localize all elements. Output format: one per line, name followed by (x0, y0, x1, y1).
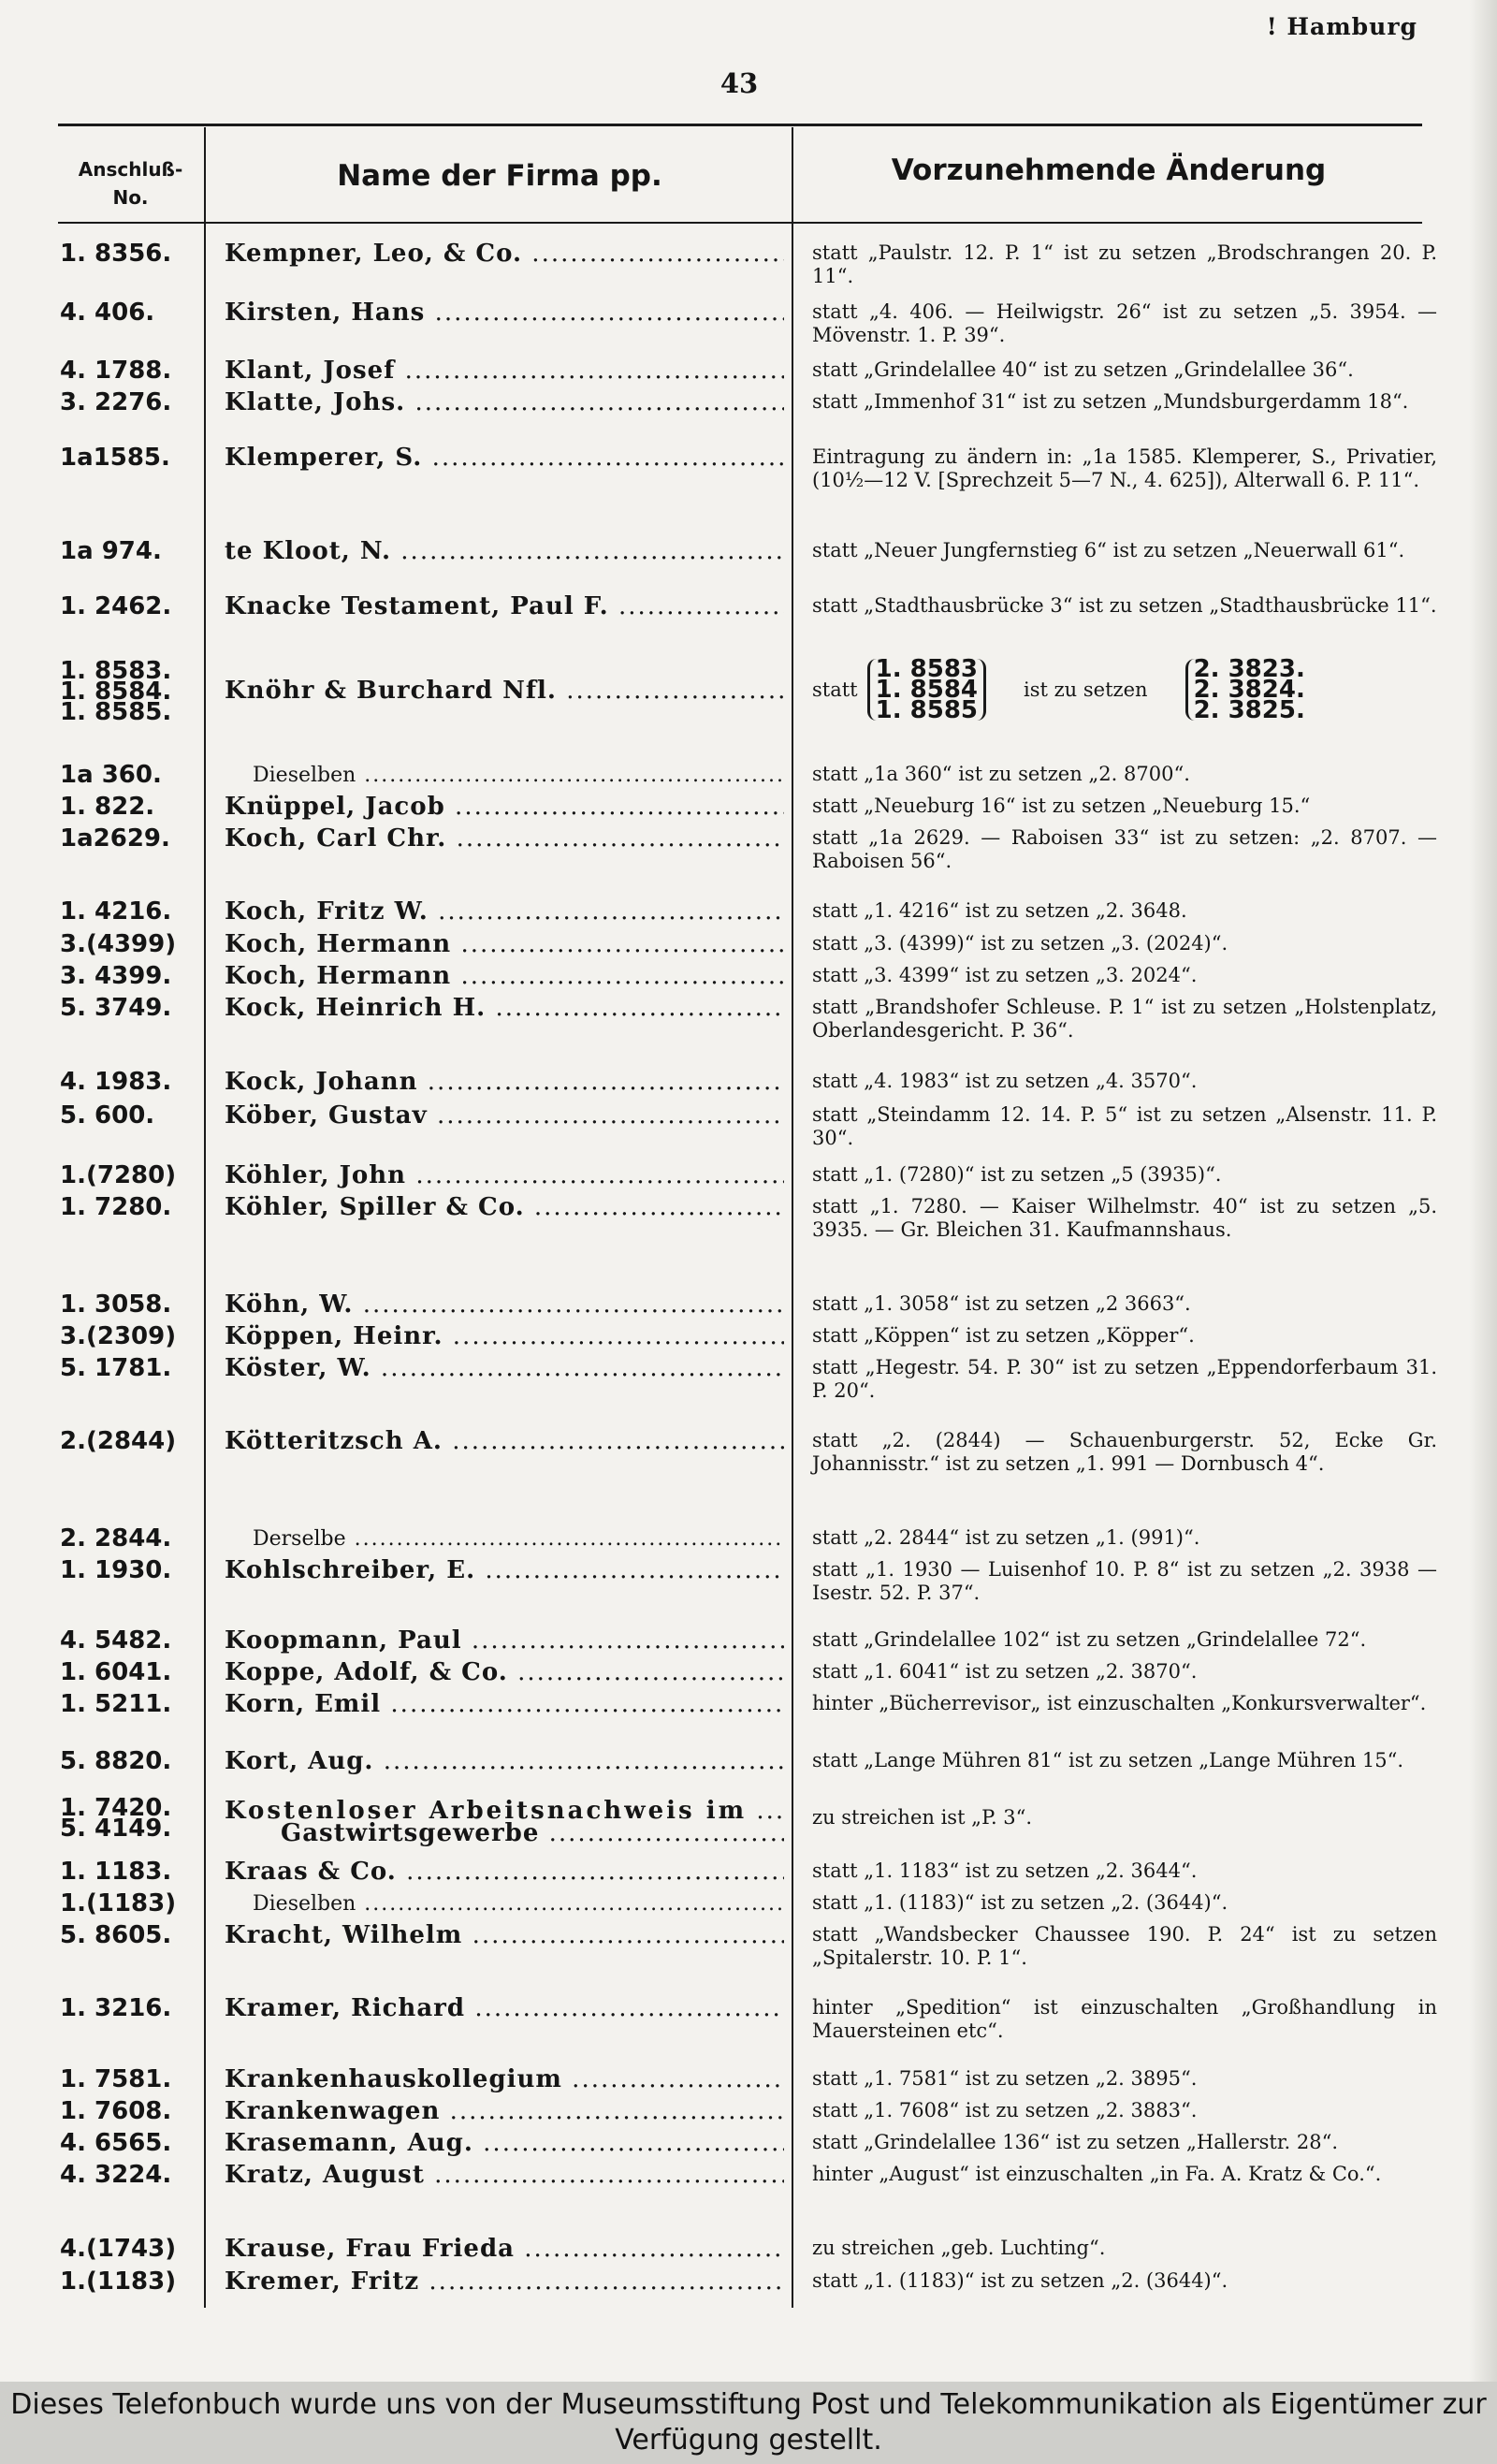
change-connector: ist zu setzen (1024, 678, 1148, 701)
firm-name: Derselbe ..... (253, 1524, 784, 1554)
subscriber-number: 1.(1183) (60, 2267, 177, 2296)
change-text: statt „Neueburg 16“ ist zu setzen „Neueburg 15.“ (812, 795, 1311, 817)
firm-name: Korn, Emil ..... (225, 1689, 784, 1720)
column-divider-2 (792, 127, 793, 2308)
subscriber-number: 5. 1781. (60, 1354, 172, 1382)
page-edge-shadow (1469, 0, 1497, 2382)
subscriber-number: 1. 4216. (60, 897, 172, 926)
firm-name: Kramer, Richard ..... (225, 1993, 784, 2024)
firm-name: Koch, Carl Chr. ..... (225, 824, 784, 854)
firm-name: Kostenloser Arbeitsnachweis im ..... (225, 1796, 784, 1827)
firm-name: Kraas & Co. ..... (225, 1857, 784, 1888)
change-text: statt „3. (4399)“ ist zu setzen „3. (2024)“. (812, 932, 1228, 955)
subscriber-number: 3.(2309) (60, 1322, 177, 1350)
change-text: statt „Hegestr. 54. P. 30“ ist zu setzen „Eppendorferbaum 31. P. 20“. (812, 1356, 1437, 1402)
firm-name: Köber, Gustav ..... (225, 1101, 784, 1131)
firm-name: Kirsten, Hans ..... (225, 298, 784, 328)
subscriber-number: 1. 7280. (60, 1193, 172, 1221)
subscriber-number: 1. 1183. (60, 1858, 172, 1886)
change-text: statt „1. 4216“ ist zu setzen „2. 3648. (812, 899, 1187, 922)
subscriber-number: 4. 1788. (60, 357, 172, 385)
change-text: statt „Immenhof 31“ ist zu setzen „Mundsburgerdamm 18“. (812, 390, 1409, 413)
subscriber-number: 1. 6041. (60, 1658, 172, 1686)
firm-name: Klemperer, S. ..... (225, 443, 784, 474)
firm-name: te Kloot, N. ..... (225, 536, 784, 567)
firm-name: Krause, Frau Frieda ..... (225, 2234, 784, 2265)
change-text: hinter „August“ ist einzuschalten „in Fa. A. Kratz & Co.“. (812, 2163, 1382, 2185)
firm-name: Köster, W. ..... (225, 1353, 784, 1384)
page-number: 43 (719, 67, 759, 99)
subscriber-number: 1a 360. (60, 761, 162, 789)
firm-name: Dieselben ..... (253, 1888, 784, 1919)
change-text: statt „Grindelallee 102“ ist zu setzen „Grindelallee 72“. (812, 1628, 1367, 1651)
change-text: statt „1a 360“ ist zu setzen „2. 8700“. (812, 763, 1190, 785)
subscriber-number: 1.(1183) (60, 1889, 177, 1917)
change-text: Eintragung zu ändern in: „1a 1585. Klemperer, S., Privatier, (10½—12 V. [Sprechzeit 5—7 N., 4. 625]), Alterwall 6. P. 11“. (812, 445, 1437, 491)
firm-name: Kracht, Wilhelm ..... (225, 1920, 784, 1951)
change-text: statt „1. 6041“ ist zu setzen „2. 3870“. (812, 1660, 1198, 1683)
firm-name: Kock, Heinrich H. ..... (225, 993, 784, 1024)
table-top-rule (58, 124, 1422, 126)
firm-name: Köppen, Heinr. ..... (225, 1321, 784, 1352)
change-text: statt „4. 1983“ ist zu setzen „4. 3570“. (812, 1070, 1198, 1092)
subscriber-number: 4. 5482. (60, 1626, 172, 1655)
subscriber-number: 1. 822. (60, 793, 155, 821)
subscriber-number: 1. 7608. (60, 2097, 172, 2125)
firm-name-continued: Gastwirtsgewerbe ..... (281, 1818, 784, 1849)
firm-name: Kempner, Leo, & Co. ..... (225, 239, 784, 270)
column-header-number (58, 155, 203, 211)
firm-name: Krasemann, Aug. ..... (225, 2128, 784, 2159)
change-text: statt „Lange Mühren 81“ ist zu setzen „Lange Mühren 15“. (812, 1749, 1404, 1771)
column-header-change: Vorzunehmende Änderung (891, 153, 1327, 187)
change-text: statt „1. (1183)“ ist zu setzen „2. (3644)“. (812, 2269, 1228, 2292)
change-text: statt „Grindelallee 136“ ist zu setzen „Hallerstr. 28“. (812, 2131, 1339, 2153)
subscriber-number: 1. 2462. (60, 592, 172, 620)
subscriber-number: 4. 6565. (60, 2129, 172, 2157)
subscriber-number: 5. 3749. (60, 994, 172, 1022)
old-numbers: 1. 8583 1. 8584 1. 8585 (867, 659, 986, 721)
column-divider-1 (204, 127, 206, 2308)
subscriber-number: 2. 2844. (60, 1524, 172, 1553)
change-prefix: statt (812, 678, 858, 701)
firm-name: Knüppel, Jacob ..... (225, 792, 784, 823)
subscriber-number: 5. 600. (60, 1101, 155, 1130)
firm-name: Knacke Testament, Paul F. ..... (225, 591, 784, 622)
subscriber-number: 1. 5211. (60, 1690, 172, 1718)
change-text: statt „Brandshofer Schleuse. P. 1“ ist zu setzen „Holstenplatz, Oberlandesgericht. P. 36“. (812, 996, 1437, 1042)
change-text: statt „1. (1183)“ ist zu setzen „2. (3644)“. (812, 1891, 1228, 1914)
firm-name: Köhler, John ..... (225, 1160, 784, 1191)
change-text: statt „2. 2844“ ist zu setzen „1. (991)“. (812, 1526, 1200, 1549)
firm-name: Koch, Hermann ..... (225, 961, 784, 992)
change-text: statt „Stadthausbrücke 3“ ist zu setzen „Stadthausbrücke 11“. (812, 594, 1437, 617)
change-text: hinter „Spedition“ ist einzuschalten „Großhandlung in Mauersteinen etc“. (812, 1996, 1437, 2042)
change-text: statt „1. 3058“ ist zu setzen „2 3663“. (812, 1292, 1191, 1315)
change-text: statt „1. (7280)“ ist zu setzen „5 (3935)“. (812, 1163, 1222, 1186)
change-text: statt „Paulstr. 12. P. 1“ ist zu setzen „Brodschrangen 20. P. 11“. (812, 241, 1437, 287)
change-text: statt „Steindamm 12. 14. P. 5“ ist zu setzen „Alsenstr. 11. P. 30“. (812, 1103, 1437, 1149)
firm-name: Dieselben ..... (253, 760, 784, 791)
subscriber-number: 4.(1743) (60, 2235, 177, 2263)
subscriber-number: 1. 7581. (60, 2065, 172, 2093)
column-header-number-label: Anschluß- No. (78, 158, 183, 209)
subscriber-number: 1. 1930. (60, 1556, 172, 1584)
subscriber-number: 4. 406. (60, 299, 155, 327)
firm-name: Kort, Aug. ..... (225, 1746, 784, 1777)
subscriber-number: 1a2629. (60, 824, 170, 853)
subscriber-number: 3. 4399. (60, 962, 172, 990)
subscriber-number: 5. 8605. (60, 1921, 172, 1949)
firm-name: Koch, Fritz W. ..... (225, 897, 784, 927)
subscriber-number: 3.(4399) (60, 930, 177, 958)
firm-name: Klatte, Johs. ..... (225, 387, 784, 418)
change-text: statt „1. 1183“ ist zu setzen „2. 3644“. (812, 1859, 1198, 1882)
region-label: ! Hamburg (1266, 13, 1417, 40)
firm-name: Kremer, Fritz ..... (225, 2267, 784, 2297)
change-text: statt „3. 4399“ ist zu setzen „3. 2024“. (812, 964, 1198, 986)
change-text: statt „1. 1930 — Luisenhof 10. P. 8“ ist zu setzen „2. 3938 — Isestr. 52. P. 37“. (812, 1558, 1437, 1604)
table-header-rule (58, 222, 1422, 224)
change-text: statt „4. 406. — Heilwigstr. 26“ ist zu setzen „5. 3954. — Mövenstr. 1. P. 39“. (812, 300, 1437, 346)
firm-name: Koch, Hermann ..... (225, 929, 784, 960)
change-text: statt „1. 7608“ ist zu setzen „2. 3883“. (812, 2099, 1198, 2121)
firm-name: Köhler, Spiller & Co. ..... (225, 1192, 784, 1223)
footer-notice: Dieses Telefonbuch wurde uns von der Museumsstiftung Post und Telekommunikation als Eigentümer zur Verfügung gestellt. (0, 2382, 1497, 2464)
subscriber-number: 1.(7280) (60, 1161, 177, 1189)
subscriber-number: 1a1585. (60, 444, 170, 472)
subscriber-number: 1. 3058. (60, 1290, 172, 1319)
new-numbers: 2. 3823. 2. 3824. 2. 3825. (1185, 659, 1311, 721)
change-text: statt „1a 2629. — Raboisen 33“ ist zu setzen: „2. 8707. — Raboisen 56“. (812, 826, 1437, 872)
firm-name: Klant, Josef ..... (225, 356, 784, 386)
change-text: statt „2. (2844) — Schauenburgerstr. 52, Ecke Gr. Johannisstr.“ ist zu setzen „1. 991 — Dornbusch 4“. (812, 1429, 1437, 1475)
subscriber-number: 4. 3224. (60, 2161, 172, 2189)
subscriber-number: 5. 8820. (60, 1747, 172, 1775)
change-text: statt „1. 7280. — Kaiser Wilhelmstr. 40“ ist zu setzen „5. 3935. — Gr. Bleichen 31. Kaufmannshaus. (812, 1195, 1437, 1241)
subscriber-number: 1a 974. (60, 537, 162, 565)
firm-name: Köhn, W. ..... (225, 1290, 784, 1320)
firm-name: Kohlschreiber, E. ..... (225, 1555, 784, 1586)
firm-name: Kock, Johann ..... (225, 1067, 784, 1098)
subscriber-number: 1. 7420. 5. 4149. (60, 1794, 172, 1843)
change-text: statt „1. 7581“ ist zu setzen „2. 3895“. (812, 2067, 1198, 2090)
column-header-name: Name der Firma pp. (337, 159, 662, 193)
firm-name: Kratz, August ..... (225, 2160, 784, 2191)
subscriber-number: 2.(2844) (60, 1427, 177, 1455)
firm-name: Krankenhauskollegium ..... (225, 2064, 784, 2095)
firm-name: Koppe, Adolf, & Co. ..... (225, 1657, 784, 1688)
change-text: hinter „Bücherrevisor„ ist einzuschalten „Konkursverwalter“. (812, 1692, 1427, 1714)
change-text: statt „Neuer Jungfernstieg 6“ ist zu setzen „Neuerwall 61“. (812, 539, 1405, 561)
firm-name: Krankenwagen ..... (225, 2096, 784, 2127)
firm-name: Koopmann, Paul ..... (225, 1626, 784, 1656)
subscriber-number: 3. 2276. (60, 388, 172, 416)
subscriber-number: 1. 8583. 1. 8584. 1. 8585. (60, 657, 172, 726)
firm-name: Knöhr & Burchard Nfl. ..... (225, 676, 784, 707)
change-text: statt „Wandsbecker Chaussee 190. P. 24“ ist zu setzen „Spitalerstr. 10. P. 1“. (812, 1923, 1437, 1969)
subscriber-number: 1. 3216. (60, 1994, 172, 2022)
subscriber-number: 1. 8356. (60, 240, 172, 268)
change-text: statt „Grindelallee 40“ ist zu setzen „Grindelallee 36“. (812, 358, 1354, 381)
change-text: zu streichen ist „P. 3“. (812, 1806, 1033, 1829)
change-text (812, 655, 1437, 724)
firm-name: Kötteritzsch A. ..... (225, 1426, 784, 1457)
change-text: zu streichen „geb. Luchting“. (812, 2237, 1106, 2259)
change-text: statt „Köppen“ ist zu setzen „Köpper“. (812, 1324, 1195, 1347)
subscriber-number: 4. 1983. (60, 1068, 172, 1096)
